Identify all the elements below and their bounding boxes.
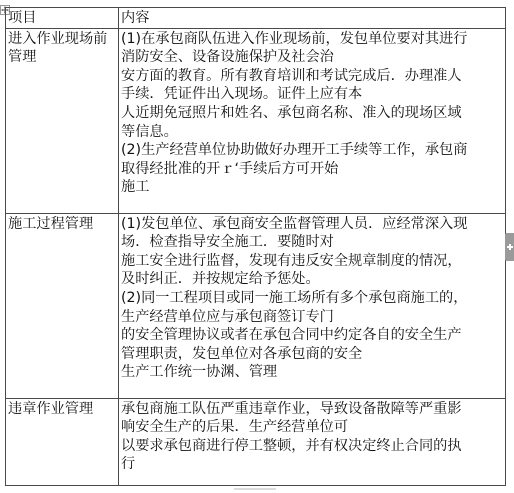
- row-item-label: 进入作业现场前管理: [8, 30, 108, 66]
- add-column-icon[interactable]: [505, 233, 514, 261]
- row-item-label: 施工过程管理: [8, 215, 94, 232]
- content-line: 生产工作统一协渊、管理: [121, 364, 278, 381]
- header-item-cell[interactable]: [6, 8, 119, 29]
- content-table: [5, 7, 506, 486]
- content-line: (1)在承包商队伍进入作业现场前，发包单位要对其进行: [121, 30, 468, 47]
- content-line: (1)发包单位、承包商安全监督管理人员．应经常深入现: [121, 215, 468, 232]
- content-line: 安方面的教育。所有教育培训和考试完成后．办理准人: [121, 67, 462, 84]
- content-line: 及时纠正．并按规定给予惩处。: [121, 271, 320, 288]
- resize-handle[interactable]: [234, 488, 276, 490]
- content-line: 场．检查指导安全施工．要随时对: [121, 234, 334, 251]
- content-line: 承包商施工队伍严重违章作业，导致设备散障等严重影: [121, 400, 462, 417]
- row-item-cell[interactable]: [6, 213, 119, 398]
- content-line: 消防安全、设备设施保护及社会治: [121, 49, 334, 66]
- content-line: 行: [121, 456, 136, 473]
- content-line: 施工: [121, 179, 150, 196]
- header-content-cell[interactable]: [119, 8, 506, 29]
- content-line: 等信息。: [121, 123, 178, 140]
- content-line: 响安全生产的后果．生产经营单位可: [121, 419, 349, 436]
- row-item-cell[interactable]: [6, 398, 119, 485]
- row-content-cell[interactable]: [119, 213, 506, 398]
- content-line: 施工安全进行监督，发现有违反安全规章制度的情况，: [121, 252, 462, 269]
- content-line: 取得经批准的开ｒ‘手续后方可开始: [121, 160, 339, 177]
- row-content-cell[interactable]: [119, 28, 506, 213]
- content-line: 人近期免冠照片和姓名、承包商名称、准入的现场区域: [121, 104, 462, 121]
- header-content-label: 内容: [121, 10, 150, 26]
- table-row: [6, 398, 506, 485]
- content-line: 以要求承包商进行停工整顿，并有权决定终止合同的执: [121, 437, 462, 454]
- table-row: [6, 213, 506, 398]
- content-line: 管理职责，发包单位对各承包商的安全: [121, 345, 363, 362]
- header-item-label: 项目: [8, 10, 37, 26]
- content-line: 的安全管理协议或者在承包合同中约定各自的安全生产: [121, 327, 462, 344]
- table-row: [6, 28, 506, 213]
- content-line: 生产经营单位应与承包商签订专门: [121, 308, 334, 325]
- row-item-cell[interactable]: [6, 28, 119, 213]
- row-item-label: 违章作业管理: [8, 400, 94, 417]
- content-line: (2)生产经营单位协助做好办理开工手续等工作，承包商: [121, 142, 468, 159]
- content-line: (2)同一工程项目或同一施工场所有多个承包商施工的，: [121, 289, 468, 306]
- table-header-row: [6, 8, 506, 29]
- row-content-cell[interactable]: [119, 398, 506, 485]
- content-line: 手续．凭证件出入现场。证件上应有本: [121, 86, 363, 103]
